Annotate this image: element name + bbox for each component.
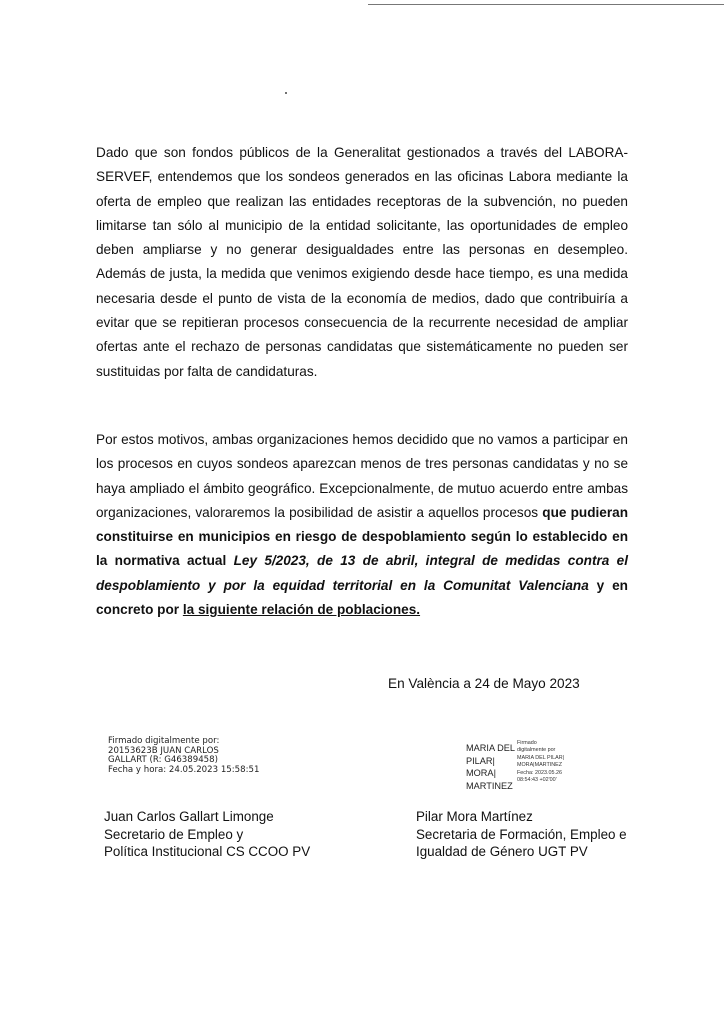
signature-detail-line: MORA|MARTINEZ [517, 762, 563, 769]
signature-name-column [466, 742, 515, 792]
signer-title: Secretaria de Formación, Empleo e [416, 826, 627, 842]
dateline: En València a 24 de Mayo 2023 [388, 676, 580, 691]
paragraph-2-plain-text: Por estos motivos, ambas organizaciones hemos decidido que no vamos a participar en los procesos en cuyos sondeos aparezcan menos de tres personas candidatas y no se haya ampliado el ámbito geográfico. Excepcionalmente, de mutuo acuerdo entre ambas organizaciones, valoraremos la posibilidad de asistir a aquellos procesos [96, 432, 628, 520]
signature-detail-column [517, 740, 564, 784]
digital-signature-left [108, 737, 308, 775]
paragraph-2-bold-text: que pudieran constituirse en municipios en riesgo de despoblamiento según lo establecido en la normativa actual [96, 504, 628, 569]
signer-name: Juan Carlos Gallart Limonge [104, 809, 274, 824]
signature-detail-line: MARIA DEL PILAR| [517, 754, 565, 761]
signer-title: Política Institucional CS CCOO PV [104, 844, 311, 859]
signer-title: Igualdad de Género UGT PV [416, 844, 588, 859]
signer-name: Pilar Mora Martínez [416, 809, 533, 824]
digital-signature-line: Fecha y hora: 24.05.2023 15:58:51 [108, 764, 260, 775]
signer-left [104, 808, 310, 861]
law-reference: Ley 5/2023, de 13 de abril, integral de medidas contra el despoblamiento y por la equidad territorial en la Comunitat Valenciana [96, 553, 628, 593]
signature-name-line: MARTINEZ [466, 780, 513, 791]
paragraph-2-bold-connector: y en concreto por [96, 577, 628, 618]
signer-title: Secretario de Empleo y [104, 826, 244, 842]
population-list-reference: la siguiente relación de poblaciones. [182, 602, 421, 618]
digital-signature-line: GALLART (R: G46389458) [108, 755, 218, 765]
signature-detail-line: Fecha: 2023.05.26 [517, 769, 562, 776]
signature-name-line: MARIA DEL [466, 743, 516, 753]
signature-detail-line: digitalmente por [517, 747, 556, 754]
body-paragraph-2 [96, 428, 628, 622]
top-border-line [368, 4, 724, 5]
digital-signature-right [462, 738, 622, 794]
scan-speck [285, 92, 287, 94]
signature-name-line: MORA| [466, 768, 496, 778]
signature-detail-line: Firmado [517, 740, 537, 746]
signature-name-line: PILAR| [466, 755, 495, 766]
body-paragraph-1: Dado que son fondos públicos de la Generalitat gestionados a través del LABORA-SERVEF, entendemos que los sondeos generados en las oficinas Labora mediante la oferta de empleo que realizan las entidades receptoras de la subvención, no pueden limitarse tan sólo al municipio de la entidad solicitante, las oportunidades de empleo deben ampliarse y no generar desigualdades entre las personas en desempleo. Además de justa, la medida que venimos exigiendo desde hace tiempo, es una medida necesaria desde el punto de vista de la economía de medios, dado que contribuiría a evitar que se repitieran procesos consecuencia de la recurrente necesidad de ampliar ofertas ante el rechazo de personas candidatas que sistemáticamente no pueden ser sustituidas por falta de candidaturas. [96, 145, 628, 379]
digital-signature-line: 20153623B JUAN CARLOS [108, 745, 219, 756]
signer-right [416, 808, 627, 861]
signature-detail-line: 08:54:43 +02'00' [517, 777, 557, 784]
digital-signature-line: Firmado digitalmente por: [108, 736, 220, 746]
